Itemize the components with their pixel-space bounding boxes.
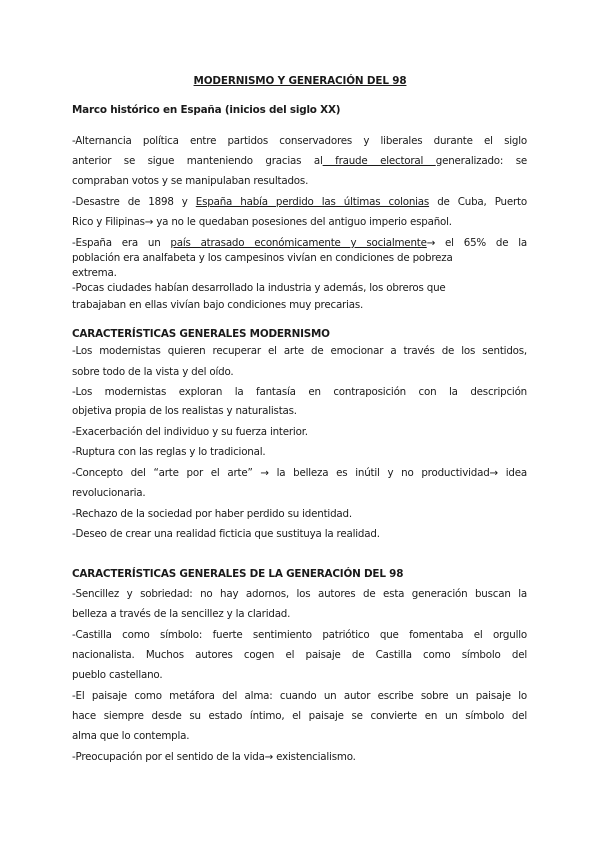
generacion-line: nacionalista. Muchos autores cogen el paisaje de Castilla como símbolo del xyxy=(72,649,527,661)
generacion-line: alma que lo contempla. xyxy=(72,730,190,742)
section-heading-marco: Marco histórico en España (inicios del siglo XX) xyxy=(72,104,341,116)
modernismo-line: -Deseo de crear una realidad ficticia que sustituya la realidad. xyxy=(72,528,380,540)
modernismo-line: -Exacerbación del individuo y su fuerza interior. xyxy=(72,426,308,438)
generacion-line: -Sencillez y sobriedad: no hay adornos, los autores de esta generación buscan la xyxy=(72,588,527,600)
modernismo-line: -Concepto del “arte por el arte” → la belleza es inútil y no productividad→ idea xyxy=(72,467,527,479)
modernismo-line: sobre todo de la vista y del oído. xyxy=(72,366,234,378)
marco-p3-line1 xyxy=(72,237,527,249)
generacion-line: -Preocupación por el sentido de la vida→ existencialismo. xyxy=(72,751,356,763)
document-title: MODERNISMO Y GENERACIÓN DEL 98 xyxy=(193,75,407,87)
marco-p1-line3: compraban votos y se manipulaban resultados. xyxy=(72,175,309,187)
marco-p3-line3: extrema. xyxy=(72,267,117,279)
marco-p3-line2: población era analfabeta y los campesinos vivían en condiciones de pobreza xyxy=(72,252,453,264)
generacion-line: hace siempre desde su estado íntimo, el paisaje se convierte en un símbolo del xyxy=(72,710,527,722)
text-segment: -España era un xyxy=(72,237,171,249)
marco-p1-line1: -Alternancia política entre partidos conservadores y liberales durante el siglo xyxy=(72,135,527,147)
underlined-colonias: España había perdido las últimas colonias xyxy=(195,196,430,208)
text-segment: → el 65% de la xyxy=(426,237,527,249)
modernismo-line: revolucionaria. xyxy=(72,487,146,499)
modernismo-line: objetiva propia de los realistas y naturalistas. xyxy=(72,405,297,417)
text-segment: de Cuba, Puerto xyxy=(429,196,527,208)
section-heading-modernismo: CARACTERÍSTICAS GENERALES MODERNISMO xyxy=(72,328,330,340)
text-segment: generalizado: se xyxy=(435,155,528,167)
underlined-pais-atrasado: país atrasado económicamente y socialmente xyxy=(170,237,427,249)
underlined-fraude-electoral: fraude electoral xyxy=(322,155,436,167)
modernismo-line: -Los modernistas exploran la fantasía en contraposición con la descripción xyxy=(72,386,527,398)
text-segment: anterior se sigue manteniendo gracias al xyxy=(72,155,323,167)
marco-p2-line1 xyxy=(72,196,527,208)
generacion-line: pueblo castellano. xyxy=(72,669,163,681)
marco-p1-line2 xyxy=(72,155,527,167)
section-heading-generacion: CARACTERÍSTICAS GENERALES DE LA GENERACIÓN DEL 98 xyxy=(72,568,404,580)
generacion-line: -El paisaje como metáfora del alma: cuando un autor escribe sobre un paisaje lo xyxy=(72,690,527,702)
generacion-line: -Castilla como símbolo: fuerte sentimiento patriótico que fomentaba el orgullo xyxy=(72,629,527,641)
modernismo-line: -Ruptura con las reglas y lo tradicional. xyxy=(72,446,266,458)
marco-p4-line1: -Pocas ciudades habían desarrollado la industria y además, los obreros que xyxy=(72,282,446,294)
text-segment: -Desastre de 1898 y xyxy=(72,196,196,208)
modernismo-line: -Los modernistas quieren recuperar el arte de emocionar a través de los sentidos, xyxy=(72,345,527,357)
marco-p2-line2: Rico y Filipinas→ ya no le quedaban posesiones del antiguo imperio español. xyxy=(72,216,452,228)
marco-p4-line2: trabajaban en ellas vivían bajo condiciones muy precarias. xyxy=(72,299,364,311)
generacion-line: belleza a través de la sencillez y la claridad. xyxy=(72,608,291,620)
modernismo-line: -Rechazo de la sociedad por haber perdido su identidad. xyxy=(72,508,352,520)
